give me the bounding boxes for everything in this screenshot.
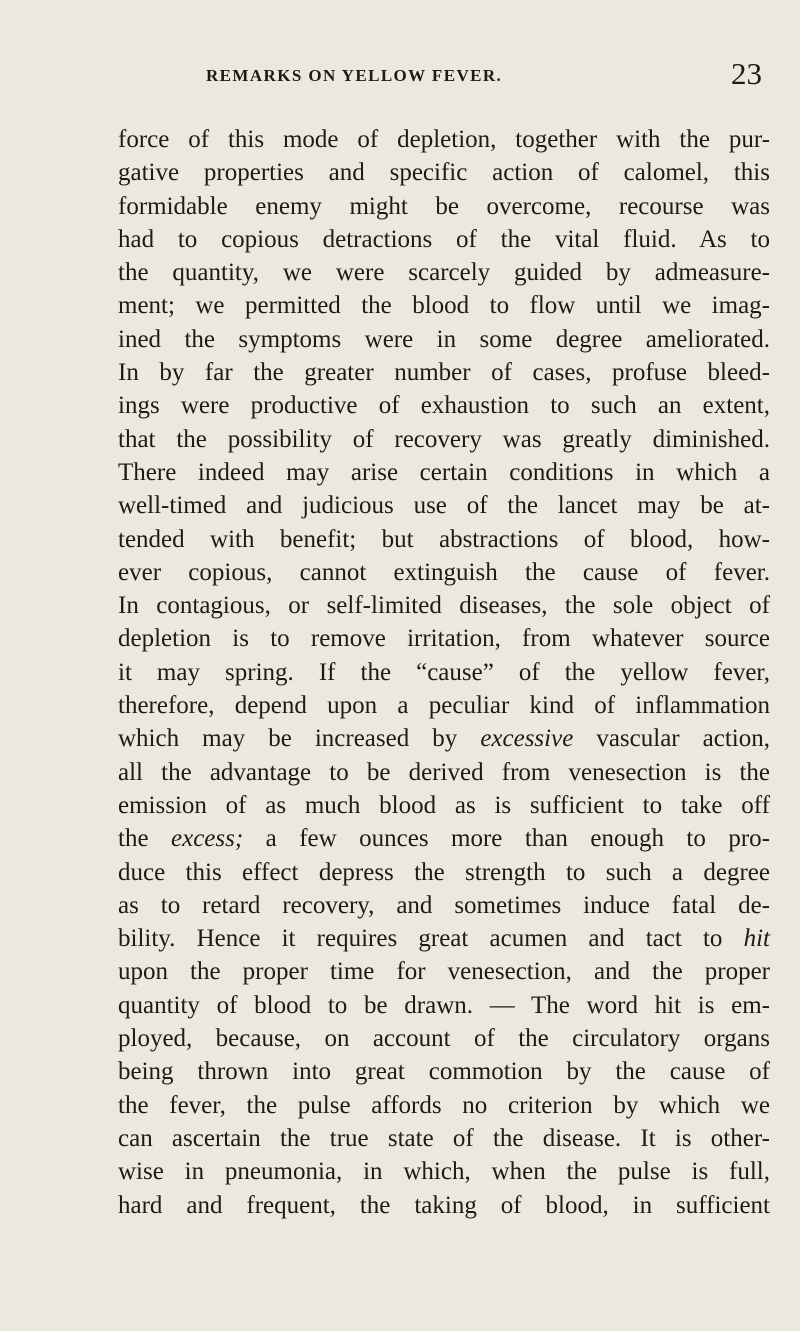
text-segment: being thrown into great commotion by the cause of <box>118 1058 770 1086</box>
text-line <box>118 922 770 955</box>
text-line <box>118 756 770 789</box>
text-segment: duce this effect depress the strength to such a degree <box>118 858 770 886</box>
text-segment: the fever, the pulse affords no criterion by which we <box>118 1091 770 1119</box>
text-line <box>118 556 770 589</box>
text-line <box>118 356 770 389</box>
text-line <box>118 489 770 522</box>
text-line <box>118 156 770 189</box>
text-line <box>118 523 770 556</box>
text-line <box>118 190 770 223</box>
text-line <box>118 1055 770 1088</box>
text-line <box>118 622 770 655</box>
running-head <box>118 56 768 100</box>
text-segment: a few ounces more than enough to pro- <box>243 825 770 853</box>
text-segment: ever copious, cannot extinguish the cause of fever. <box>118 558 770 586</box>
text-segment: all the advantage to be derived from venesection is the <box>118 758 770 786</box>
text-segment: as to retard recovery, and sometimes induce fatal de- <box>118 891 770 919</box>
text-line <box>118 955 770 988</box>
italic-emphasis: excessive <box>480 725 574 753</box>
text-segment: well-timed and judicious use of the lancet may be at- <box>118 492 770 520</box>
text-segment: which may be increased by <box>118 725 481 753</box>
text-line <box>118 456 770 489</box>
text-line <box>118 856 770 889</box>
text-segment: vascular action, <box>573 725 770 753</box>
text-segment: force of this mode of depletion, together with the pur- <box>118 126 770 153</box>
text-line <box>118 223 770 256</box>
text-segment: There indeed may arise certain conditions in which a <box>118 458 770 486</box>
text-line <box>118 589 770 622</box>
text-segment: bility. Hence it requires great acumen and tact to <box>118 925 744 953</box>
text-line <box>118 1155 770 1188</box>
text-segment: In by far the greater number of cases, profuse bleed- <box>118 359 770 387</box>
text-line <box>118 1089 770 1122</box>
text-segment: can ascertain the true state of the disease. It is other- <box>118 1124 770 1152</box>
text-line <box>118 123 770 156</box>
text-segment: depletion is to remove irritation, from whatever source <box>118 625 770 653</box>
text-line <box>118 689 770 722</box>
text-segment: the quantity, we were scarcely guided by admeasure- <box>118 259 770 287</box>
text-line <box>118 989 770 1022</box>
text-segment: ment; we permitted the blood to flow until we imag- <box>118 292 770 320</box>
text-segment: had to copious detractions of the vital fluid. As to <box>118 225 770 253</box>
text-segment: ings were productive of exhaustion to such an extent, <box>118 392 770 420</box>
text-segment: formidable enemy might be overcome, recourse was <box>118 192 770 220</box>
text-line <box>118 889 770 922</box>
text-segment: tended with benefit; but abstractions of blood, how- <box>118 525 770 553</box>
text-segment: it may spring. If the “cause” of the yellow fever, <box>118 658 770 686</box>
text-line <box>118 1189 770 1222</box>
body-text <box>118 123 770 1222</box>
text-segment: ined the symptoms were in some degree ameliorated. <box>118 325 770 353</box>
text-segment: quantity of blood to be drawn. — The word hit is em- <box>118 991 770 1019</box>
text-line <box>118 1022 770 1055</box>
text-line <box>118 256 770 289</box>
page-number: 23 <box>731 56 762 91</box>
text-segment: gative properties and specific action of calomel, this <box>118 159 770 187</box>
text-line <box>118 323 770 356</box>
text-segment: that the possibility of recovery was greatly diminished. <box>118 425 770 453</box>
text-line <box>118 722 770 755</box>
text-segment: upon the proper time for venesection, and the proper <box>118 958 770 986</box>
italic-emphasis: hit <box>743 925 770 953</box>
text-line <box>118 822 770 855</box>
running-title: REMARKS ON YELLOW FEVER. <box>206 66 503 85</box>
italic-emphasis: excess; <box>171 825 244 853</box>
text-line <box>118 389 770 422</box>
text-segment: emission of as much blood as is sufficient to take off <box>118 791 770 819</box>
text-segment: wise in pneumonia, in which, when the pulse is full, <box>118 1158 770 1186</box>
text-line <box>118 656 770 689</box>
text-line <box>118 1122 770 1155</box>
text-segment: ployed, because, on account of the circulatory organs <box>118 1025 770 1053</box>
text-line <box>118 789 770 822</box>
text-line <box>118 289 770 322</box>
text-segment: therefore, depend upon a peculiar kind of inflammation <box>118 692 770 720</box>
text-segment: hard and frequent, the taking of blood, in sufficient <box>118 1191 770 1219</box>
text-segment: the <box>118 825 172 853</box>
text-segment: In contagious, or self-limited diseases, the sole object of <box>118 592 770 620</box>
text-line <box>118 423 770 456</box>
